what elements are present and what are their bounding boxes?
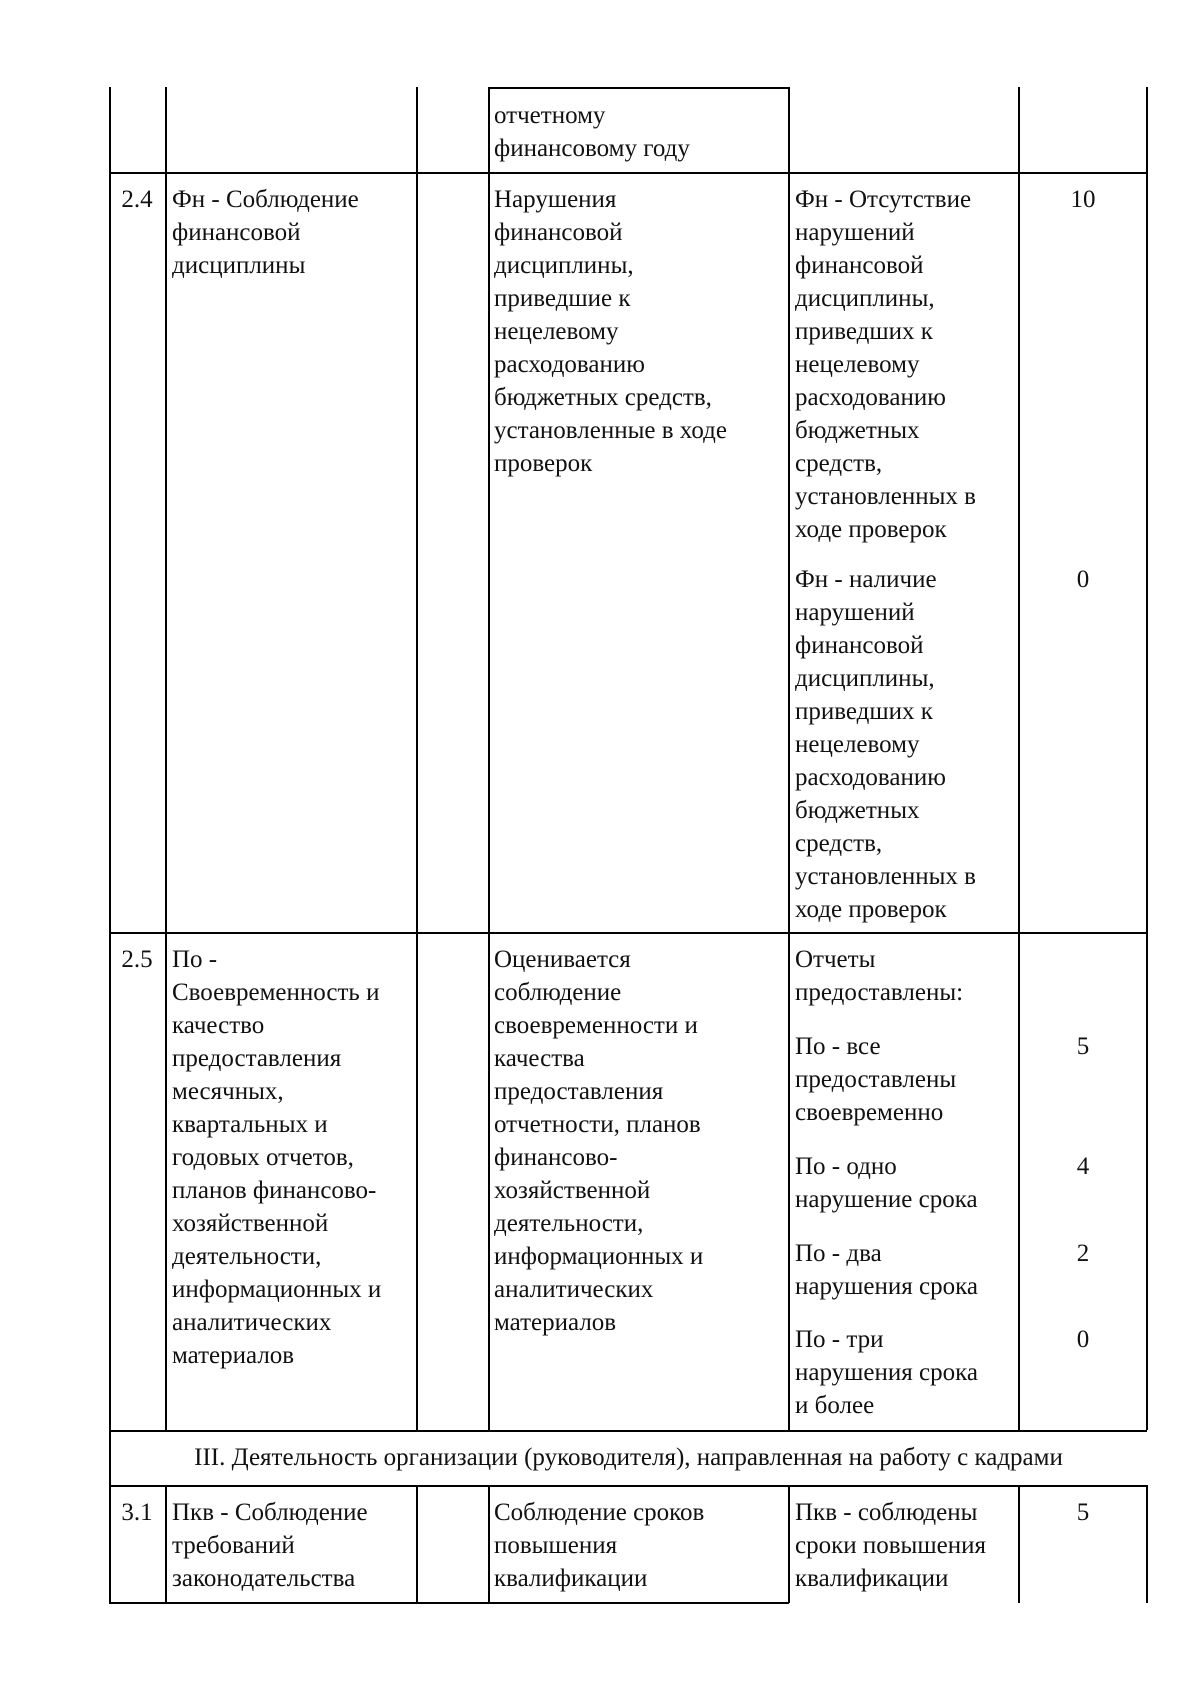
row-number: 2.4 (121, 186, 153, 213)
table-rule (490, 87, 790, 89)
row-description: Оценивается соблюдение своевременности и качества предоставления отчетности, планов финансово- хозяйственной деятельности, информационных и аналитических материалов (494, 946, 704, 1336)
criterion-text: По - три нарушения срока и более (795, 1326, 978, 1419)
table-rule (109, 87, 111, 1603)
table-rule (488, 87, 490, 1430)
table-rule (109, 1430, 1147, 1432)
criterion-text: По - одно нарушение срока (795, 1153, 978, 1213)
row-description: отчетному финансовому году (494, 102, 690, 162)
criterion-text: Фн - наличие нарушений финансовой дисциплины, приведших к нецелевому расходованию бюджетных средств, установленных в ходе проверок (795, 566, 976, 923)
table-rule (1018, 1485, 1020, 1603)
criterion-text: Фн - Отсутствие нарушений финансовой дисциплины, приведших к нецелевому расходованию бюджетных средств, установленных в ходе проверок (795, 186, 976, 543)
criterion-points: 5 (1076, 1033, 1090, 1060)
section-heading: III. Деятельность организации (руководителя), направленная на работу с кадрами (194, 1444, 1063, 1471)
indicator-name: Пкв - Соблюдение требований законодательства (172, 1499, 368, 1592)
row-description: Соблюдение сроков повышения квалификации (494, 1499, 705, 1592)
table-rule (416, 87, 418, 1430)
table-rule (788, 1485, 790, 1603)
criterion-text: По - все предоставлены своевременно (795, 1033, 957, 1126)
table-rule (416, 1485, 418, 1603)
table-rule (488, 1485, 490, 1603)
row-number: 3.1 (121, 1499, 153, 1526)
criterion-points: 2 (1076, 1240, 1090, 1267)
table-rule (1018, 87, 1020, 1430)
criterion-points: 4 (1076, 1153, 1090, 1180)
indicator-name: Фн - Соблюдение финансовой дисциплины (172, 186, 359, 279)
criterion-points: 10 (1070, 186, 1096, 213)
row-number: 2.5 (121, 946, 153, 973)
criterion-points: 0 (1076, 566, 1090, 593)
criterion-points: 5 (1076, 1499, 1090, 1526)
table-rule (788, 87, 790, 1430)
criterion-text: Пкв - соблюдены сроки повышения квалификации (795, 1499, 986, 1592)
table-rule (109, 1602, 789, 1604)
row-description: Нарушения финансовой дисциплины, приведшие к нецелевому расходованию бюджетных средств, установленные в ходе проверок (494, 186, 727, 477)
criterion-points: 0 (1076, 1326, 1090, 1353)
table-rule (1146, 1485, 1148, 1603)
indicator-name: По - Своевременность и качество предоставления месячных, квартальных и годовых отчетов, планов финансово- хозяйственной деятельности, информационных и аналитических материалов (172, 946, 382, 1369)
criteria-header: Отчеты предоставлены: (795, 946, 964, 1006)
table-rule (165, 87, 167, 1430)
criterion-text: По - два нарушения срока (795, 1240, 978, 1300)
table-rule (1146, 87, 1148, 1430)
table-rule (109, 932, 1147, 934)
table-rule (109, 1485, 1147, 1487)
table-rule (109, 172, 1147, 174)
